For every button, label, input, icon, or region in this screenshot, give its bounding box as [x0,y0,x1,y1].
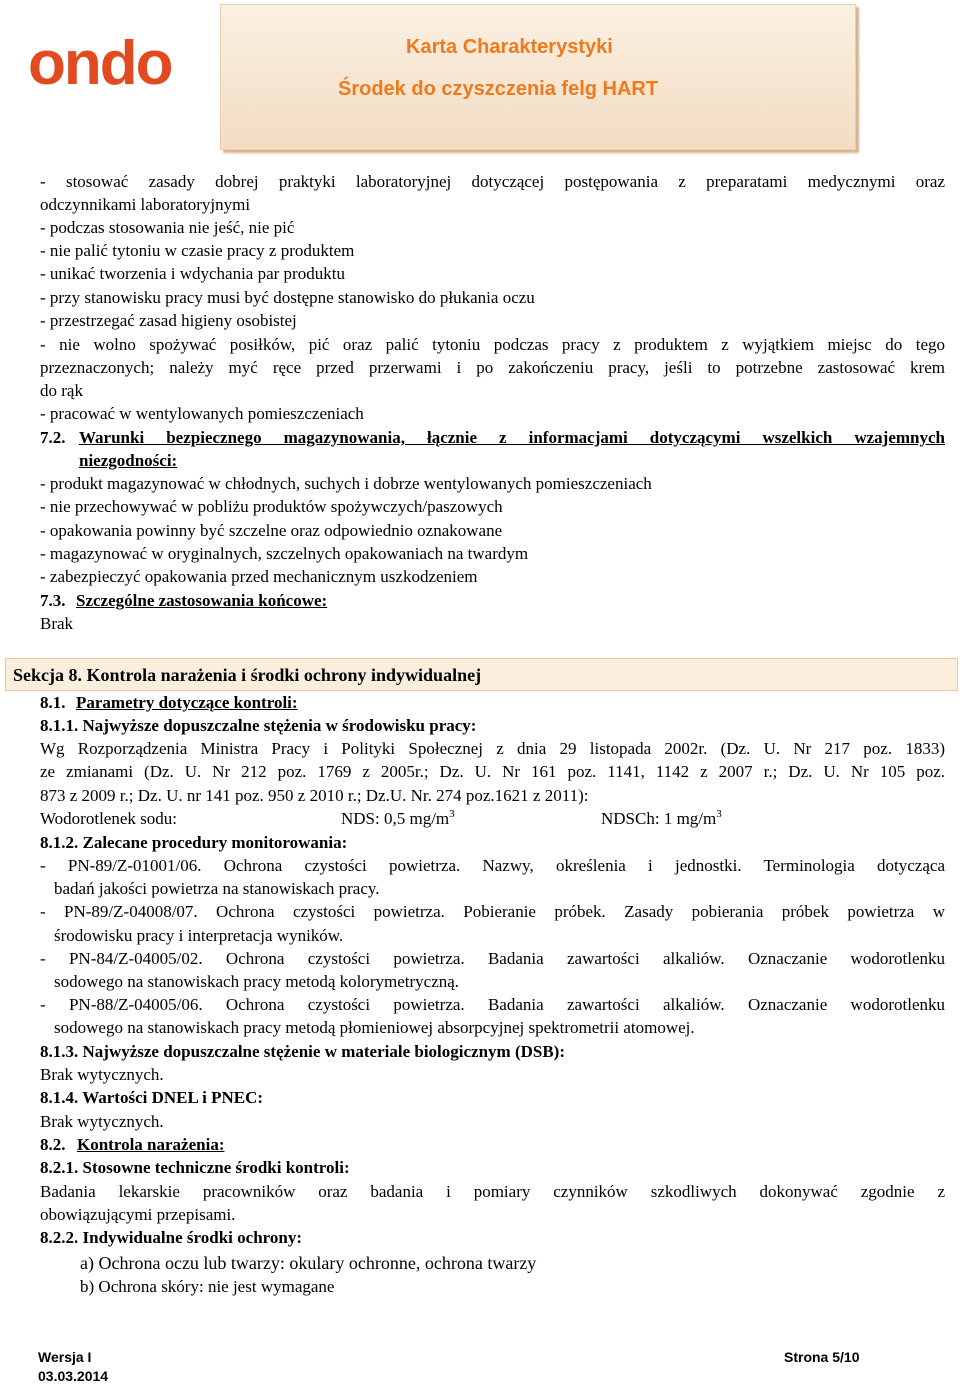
storage-line: - nie przechowywać w pobliżu produktów spożywczych/paszowych [40,497,503,516]
standard-item: - PN-88/Z-04005/06. Ochrona czystości powietrza. Badania zawartości alkaliów. Oznaczanie wodorotlenku [40,995,945,1014]
standard-item-cont: sodowego na stanowiskach pracy metodą płomieniowej absorpcyjnej spektrometrii atomowej. [54,1018,695,1037]
handling-line: - unikać tworzenia i wdychania par produktu [40,264,345,283]
section-8-2-title: Kontrola narażenia: [77,1135,225,1154]
section-7-2-title-cont: niezgodności: [79,451,178,470]
storage-line: - zabezpieczyć opakowania przed mechanicznym uszkodzeniem [40,567,478,586]
header-banner [220,4,856,150]
handling-line: przeznaczonych; należy myć ręce przed przerwami i po zakończeniu pracy, jeśli to potrzebne zastosować krem [40,358,945,377]
section-7-3-number: 7.3. [40,591,66,610]
regulation-line: 873 z 2009 r.; Dz. U. nr 141 poz. 950 z 2010 r.; Dz.U. Nr. 274 poz.1621 z 2011): [40,786,589,805]
section-8-1-2-title: 8.1.2. Zalecane procedury monitorowania: [40,833,348,852]
footer-version: Wersja I [38,1349,92,1365]
handling-line: - podczas stosowania nie jeść, nie pić [40,218,295,237]
section-7-2-title: Warunki bezpiecznego magazynowania, łącznie z informacjami dotyczącymi wszelkich wzajemnych [79,428,945,447]
logo-text: ondo [28,30,172,92]
section-8-2-1-text: obowiązującymi przepisami. [40,1205,236,1224]
section-8-1-4-title: 8.1.4. Wartości DNEL i PNEC: [40,1088,264,1107]
standard-item: - PN-89/Z-01001/06. Ochrona czystości powietrza. Nazwy, określenia i jednostki. Terminologia dotycząca [40,856,945,875]
section-8-2-2-title: 8.2.2. Indywidualne środki ochrony: [40,1228,302,1247]
section-7-3-value: Brak [40,614,74,633]
product-name: Środek do czyszczenia felg HART [338,78,659,100]
section-7-3-title: Szczególne zastosowania końcowe: [76,591,328,610]
section-8-1-3-value: Brak wytycznych. [40,1065,164,1084]
ndsch-value: NDSCh: 1 $mg/m^3$ [601,808,722,828]
handling-line: - przestrzegać zasad higieny osobistej [40,311,297,330]
substance-name: Wodorotlenek sodu: [40,809,177,828]
section-8-2-1-text: Badania lekarskie pracowników oraz badania i pomiary czynników szkodliwych dokonywać zgodnie z [40,1182,945,1201]
regulation-line: ze zmianami (Dz. U. Nr 212 poz. 1769 z 2005r.; Dz. U. Nr 161 poz. 1141, 1142 z 2007 r.; Dz. U. Nr 105 poz. [40,762,945,781]
footer-date: 03.03.2014 [38,1368,109,1384]
eye-protection: a) Ochrona oczu lub twarzy: okulary ochronne, ochrona twarzy [80,1253,537,1273]
handling-line: do rąk [40,381,83,400]
storage-line: - produkt magazynować w chłodnych, suchych i dobrze wentylowanych pomieszczeniach [40,474,652,493]
handling-line: odczynnikami laboratoryjnymi [40,195,251,214]
storage-line: - opakowania powinny być szczelne oraz odpowiednio oznakowane [40,521,503,540]
regulation-line: Wg Rozporządzenia Ministra Pracy i Polityki Społecznej z dnia 29 listopada 2002r. (Dz. U. Nr 217 poz. 1833) [40,739,945,758]
section-8-1-3-title: 8.1.3. Najwyższe dopuszczalne stężenie w materiale biologicznym (DSB): [40,1042,566,1061]
footer-page-number: Strona 5/10 [784,1349,860,1365]
handling-line: - stosować zasady dobrej praktyki laboratoryjnej dotyczącej postępowania z preparatami medycznymi oraz [40,172,945,191]
storage-line: - magazynować w oryginalnych, szczelnych opakowaniach na twardym [40,544,529,563]
section-8-1-title: Parametry dotyczące kontroli: [76,693,298,712]
handling-line: - nie palić tytoniu w czasie pracy z produktem [40,241,355,260]
section-7-2-number: 7.2. [40,428,66,447]
handling-line: - nie wolno spożywać posiłków, pić oraz palić tytoniu podczas pracy z produktem z wyjątkiem miejsc do tego [40,335,945,354]
section-8-1-number: 8.1. [40,693,66,712]
skin-protection: b) Ochrona skóry: nie jest wymagane [80,1277,335,1296]
handling-line: - przy stanowisku pracy musi być dostępne stanowisko do płukania oczu [40,288,535,307]
document-title: Karta Charakterystyki [406,36,613,58]
section-8-2-1-title: 8.2.1. Stosowne techniczne środki kontroli: [40,1158,350,1177]
standard-item: - PN-84/Z-04005/02. Ochrona czystości powietrza. Badania zawartości alkaliów. Oznaczanie wodorotlenku [40,949,945,968]
section-8-1-4-value: Brak wytycznych. [40,1112,164,1131]
standard-item: - PN-89/Z-04008/07. Ochrona czystości powietrza. Pobieranie próbek. Zasady pobierania próbek powietrza w [40,902,945,921]
standard-item-cont: środowisku pracy i interpretacja wyników. [54,926,344,945]
section-8-2-number: 8.2. [40,1135,66,1154]
ondo-logo [28,30,210,92]
standard-item-cont: badań jakości powietrza na stanowiskach pracy. [54,879,380,898]
section-8-1-1-title: 8.1.1. Najwyższe dopuszczalne stężenia w środowisku pracy: [40,716,477,735]
nds-value: NDS: 0,5 $mg/m^3$ [341,808,455,828]
handling-line: - pracować w wentylowanych pomieszczeniach [40,404,364,423]
standard-item-cont: sodowego na stanowiskach pracy metodą kolorymetryczną. [54,972,460,991]
section-8-title: Sekcja 8. Kontrola narażenia i środki ochrony indywidualnej [13,665,482,685]
